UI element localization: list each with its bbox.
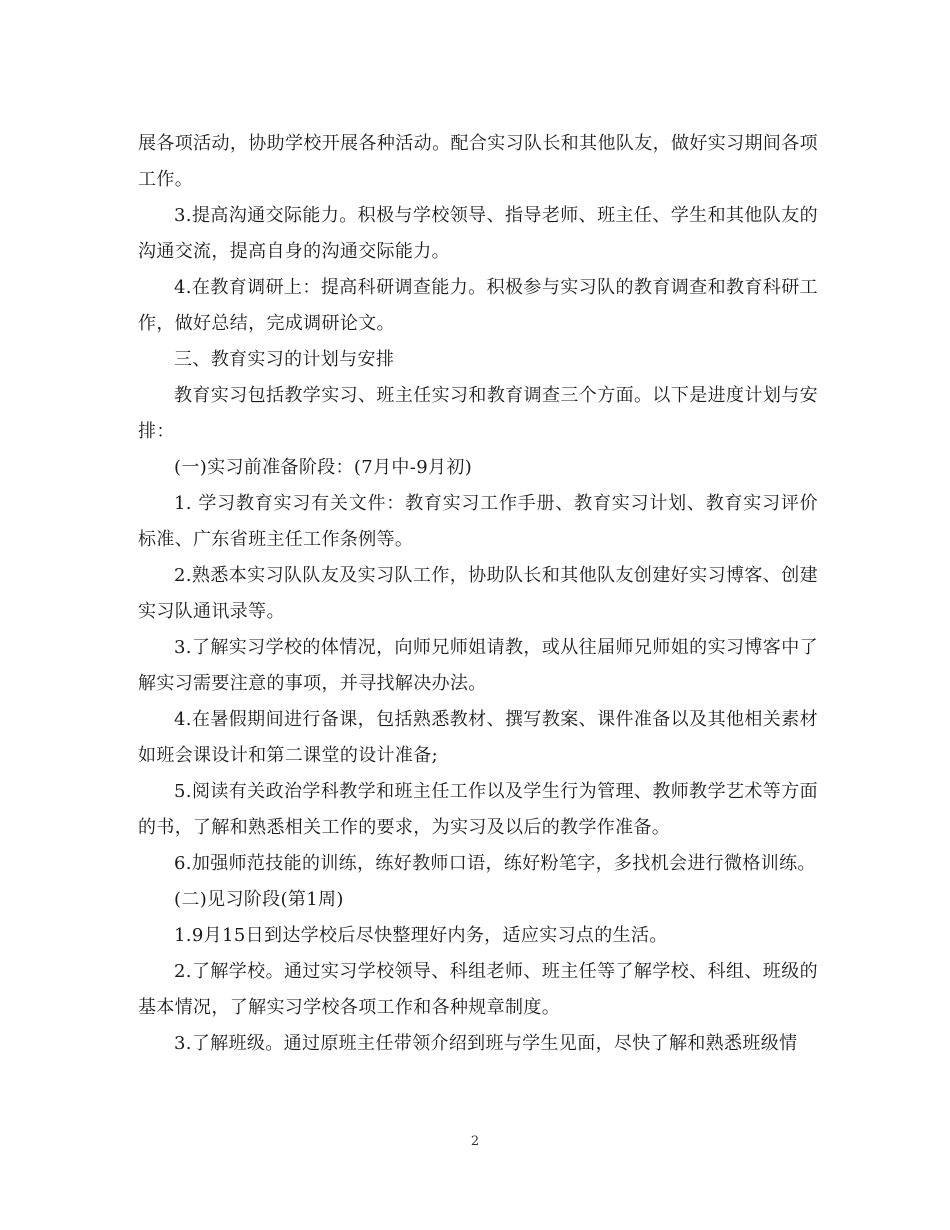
paragraph: 展各项活动，协助学校开展各种活动。配合实习队长和其他队友，做好实习期间各项工作。: [138, 133, 818, 190]
paragraph: 2.了解学校。通过实习学校领导、科组老师、班主任等了解学校、科组、班级的基本情况，了解实习学校各项工作和各种规章制度。: [138, 961, 818, 1018]
paragraph: 5.阅读有关政治学科教学和班主任工作以及学生行为管理、教师教学艺术等方面的书，了解和熟悉相关工作的要求，为实习及以后的教学作准备。: [138, 781, 818, 838]
paragraph: 3.了解实习学校的体情况，向师兄师姐请教，或从往届师兄师姐的实习博客中了解实习需要注意的事项，并寻找解决办法。: [138, 637, 818, 694]
paragraph: 4.在暑假期间进行备课，包括熟悉教材、撰写教案、课件准备以及其他相关素材如班会课设计和第二课堂的设计准备;: [138, 709, 818, 766]
section-heading: 三、教育实习的计划与安排: [174, 349, 395, 370]
subsection-heading: (一)实习前准备阶段：(7月中-9月初): [174, 457, 473, 478]
paragraph: 1. 学习教育实习有关文件：教育实习工作手册、教育实习计划、教育实习评价标准、广东省班主任工作条例等。: [138, 493, 818, 550]
paragraph: 3.了解班级。通过原班主任带领介绍到班与学生见面，尽快了解和熟悉班级情: [174, 1033, 798, 1054]
page-number: 2: [470, 1134, 480, 1149]
subsection-heading: (二)见习阶段(第1周): [174, 889, 344, 910]
document-body: [138, 126, 818, 1062]
paragraph: 3.提高沟通交际能力。积极与学校领导、指导老师、班主任、学生和其他队友的沟通交流，提高自身的沟通交际能力。: [138, 205, 818, 262]
paragraph: 教育实习包括教学实习、班主任实习和教育调查三个方面。以下是进度计划与安排：: [138, 385, 818, 442]
paragraph: 1.9月15日到达学校后尽快整理好内务，适应实习点的生活。: [174, 925, 668, 946]
paragraph: 4.在教育调研上：提高科研调查能力。积极参与实习队的教育调查和教育科研工作，做好总结，完成调研论文。: [138, 277, 818, 334]
paragraph: 6.加强师范技能的训练，练好教师口语，练好粉笔字，多找机会进行微格训练。: [174, 853, 816, 874]
paragraph: 2.熟悉本实习队队友及实习队工作，协助队长和其他队友创建好实习博客、创建实习队通讯录等。: [138, 565, 818, 622]
